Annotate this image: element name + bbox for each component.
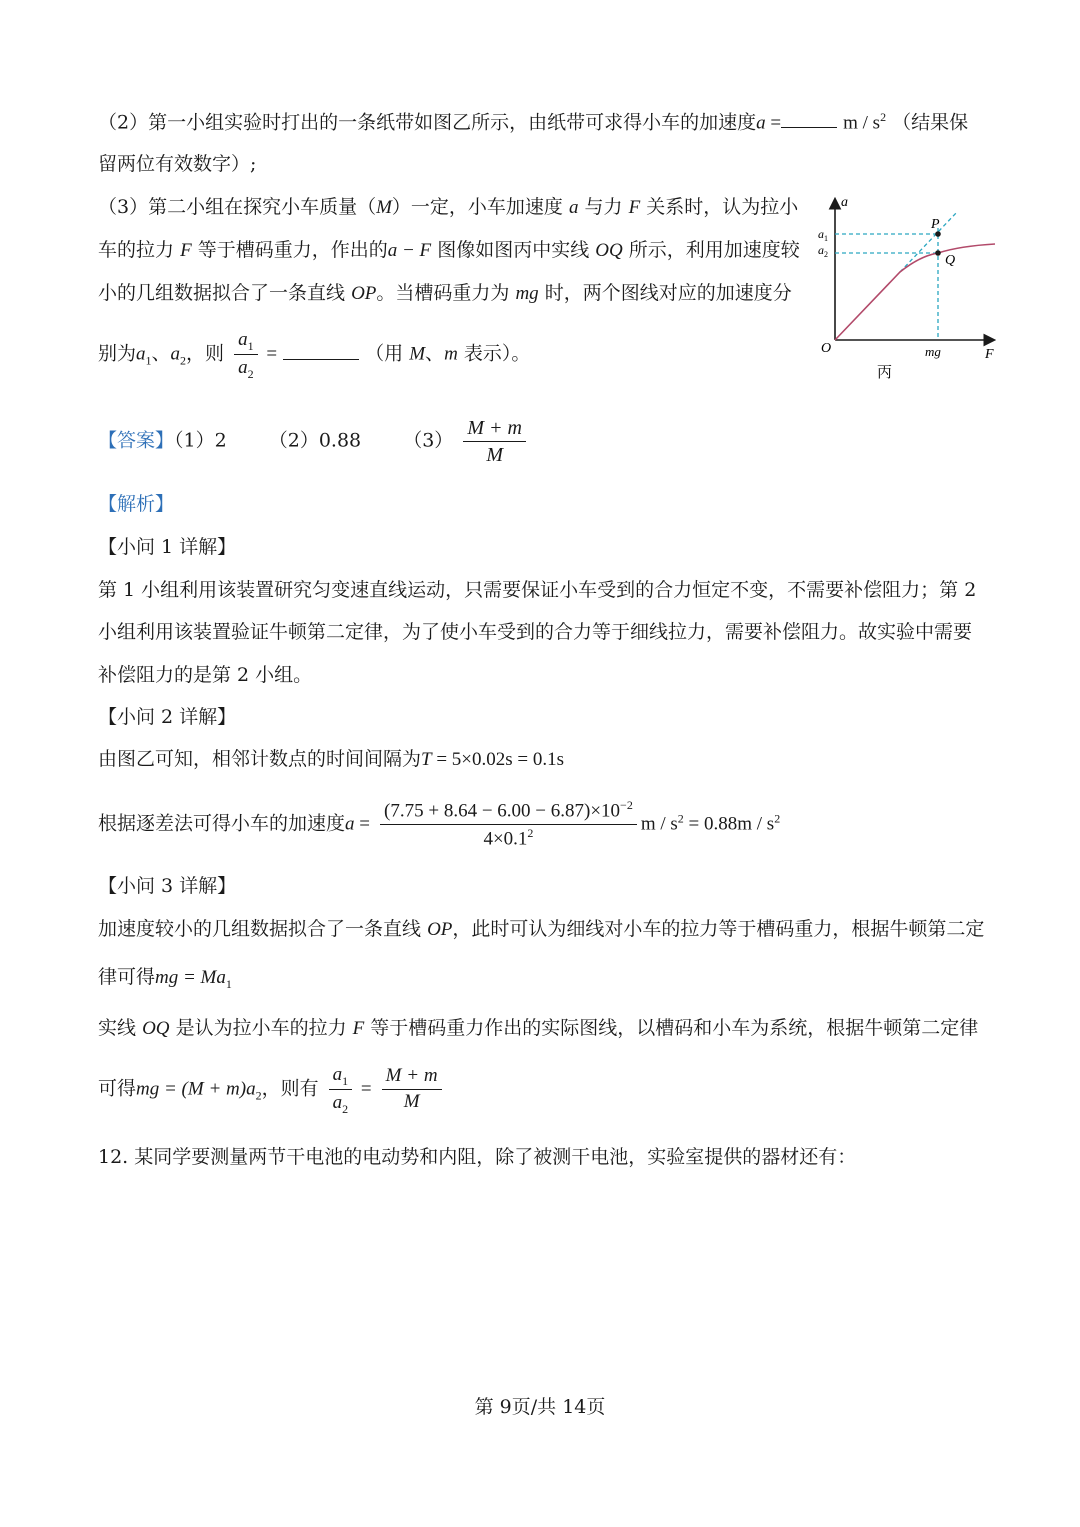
sub3-line-4: 可得mg = $(M + m)a_2$，则有 $\frac{a_1}{a_2}$ = $\frac{M + m}{M}$ xyxy=(98,1063,446,1116)
q2-line-1: （2）第一小组实验时打出的一条纸带如图乙所示，由纸带可求得小车的加速度$a = m / s^2$ （结果保 xyxy=(98,110,969,134)
sub2-line-1: 由图乙可知，相邻计数点的时间间隔为T = 5×0.02s = 0.1s xyxy=(98,748,565,770)
point-Q xyxy=(935,250,941,256)
sub1-heading: 【小问 1 详解】 xyxy=(98,536,237,558)
q2-answer-blank xyxy=(781,113,837,128)
a2-label: $a_2$ xyxy=(818,243,828,259)
acceleration-fraction: $\frac{(7.75 + 8.64 - 6.00 - 6.87)\times 10^{-2}}{4\times 0.1^2}$ xyxy=(380,798,637,851)
q3-answer-blank xyxy=(283,345,359,360)
figure-a-F-graph xyxy=(805,190,1015,390)
y-axis-label: a xyxy=(841,195,848,210)
sub1-line-2: 小组利用该装置验证牛顿第二定律，为了使小车受到的合力等于细线拉力，需要补偿阻力。故实验中需要 xyxy=(98,621,973,643)
sub3-line-1: 加速度较小的几组数据拟合了一条直线 OP，此时可认为细线对小车的拉力等于槽码重力，根据牛顿第二定 xyxy=(98,918,985,940)
q3-line-3: 小的几组数据拟合了一条直线 OP。当槽码重力为 mg 时，两个图线对应的加速度分 xyxy=(98,282,792,304)
Q-label: Q xyxy=(945,253,956,268)
sub3-result-fraction: $\frac{M + m}{M}$ xyxy=(382,1065,442,1114)
figure-caption: 丙 xyxy=(877,365,893,381)
P-label: P xyxy=(931,217,940,232)
sub3-ratio-fraction: $\frac{a_1}{a_2}$ xyxy=(329,1063,353,1116)
page-footer: 第 9页/共 14页 xyxy=(474,1396,606,1418)
answer-tag: 【答案】 xyxy=(98,429,175,452)
x-axis-label: F xyxy=(985,347,994,362)
q3-line-1: （3）第二小组在探究小车质量（M）一定，小车加速度 a 与力 F 关系时，认为拉小 xyxy=(98,196,799,218)
sub3-line-3: 实线 OQ 是认为拉小车的拉力 F 等于槽码重力作出的实际图线，以槽码和小车为系统，根据牛顿第二定律 xyxy=(98,1017,979,1039)
answer-fraction: $\frac{M + m}{M}$ xyxy=(463,416,526,467)
a1-label: $a_1$ xyxy=(818,227,828,243)
sub2-heading: 【小问 2 详解】 xyxy=(98,706,237,728)
q3-line-2: 车的拉力 F 等于槽码重力，作出的a − F 图像如图丙中实线 OQ 所示，利用加速度较 xyxy=(98,239,800,261)
sub3-line-2: 律可得mg = $Ma_1$ xyxy=(98,966,232,991)
sub2-line-2: 根据逐差法可得小车的加速度a = $\frac{(7.75 + 8.64 - 6.00 - 6.87)\times 10^{-2}}{4\times 0.1^2}$ $m / s^2 = 0.88m / s^2$ xyxy=(98,798,781,850)
sub1-line-3: 补偿阻力的是第 2 小组。 xyxy=(98,664,313,686)
answer-line: 【答案】（1）2 （2）0.88 （3） $\frac{M + m}{M}$ xyxy=(98,416,530,467)
sub3-heading: 【小问 3 详解】 xyxy=(98,875,237,897)
origin-label: O xyxy=(821,341,832,356)
mg-label: mg xyxy=(925,344,941,359)
analysis-tag: 【解析】 xyxy=(98,493,175,515)
question-12: 12. 某同学要测量两节干电池的电动势和内阻，除了被测干电池，实验室提供的器材还有： xyxy=(98,1146,857,1168)
q3-line-4: 别为$a_1$、$a_2$，则 $\frac{a_1}{a_2}$ = （用 M、m 表示）。 xyxy=(98,329,531,381)
sub1-line-1: 第 1 小组利用该装置研究匀变速直线运动，只需要保证小车受到的合力恒定不变，不需要补偿阻力；第 2 xyxy=(98,579,977,601)
q2-line-2: 留两位有效数字）; xyxy=(98,153,257,175)
point-P xyxy=(935,231,941,237)
q2-var-a: a xyxy=(756,112,766,134)
q3-ratio-fraction: $\frac{a_1}{a_2}$ xyxy=(234,328,258,381)
curve-OQ xyxy=(835,244,995,340)
